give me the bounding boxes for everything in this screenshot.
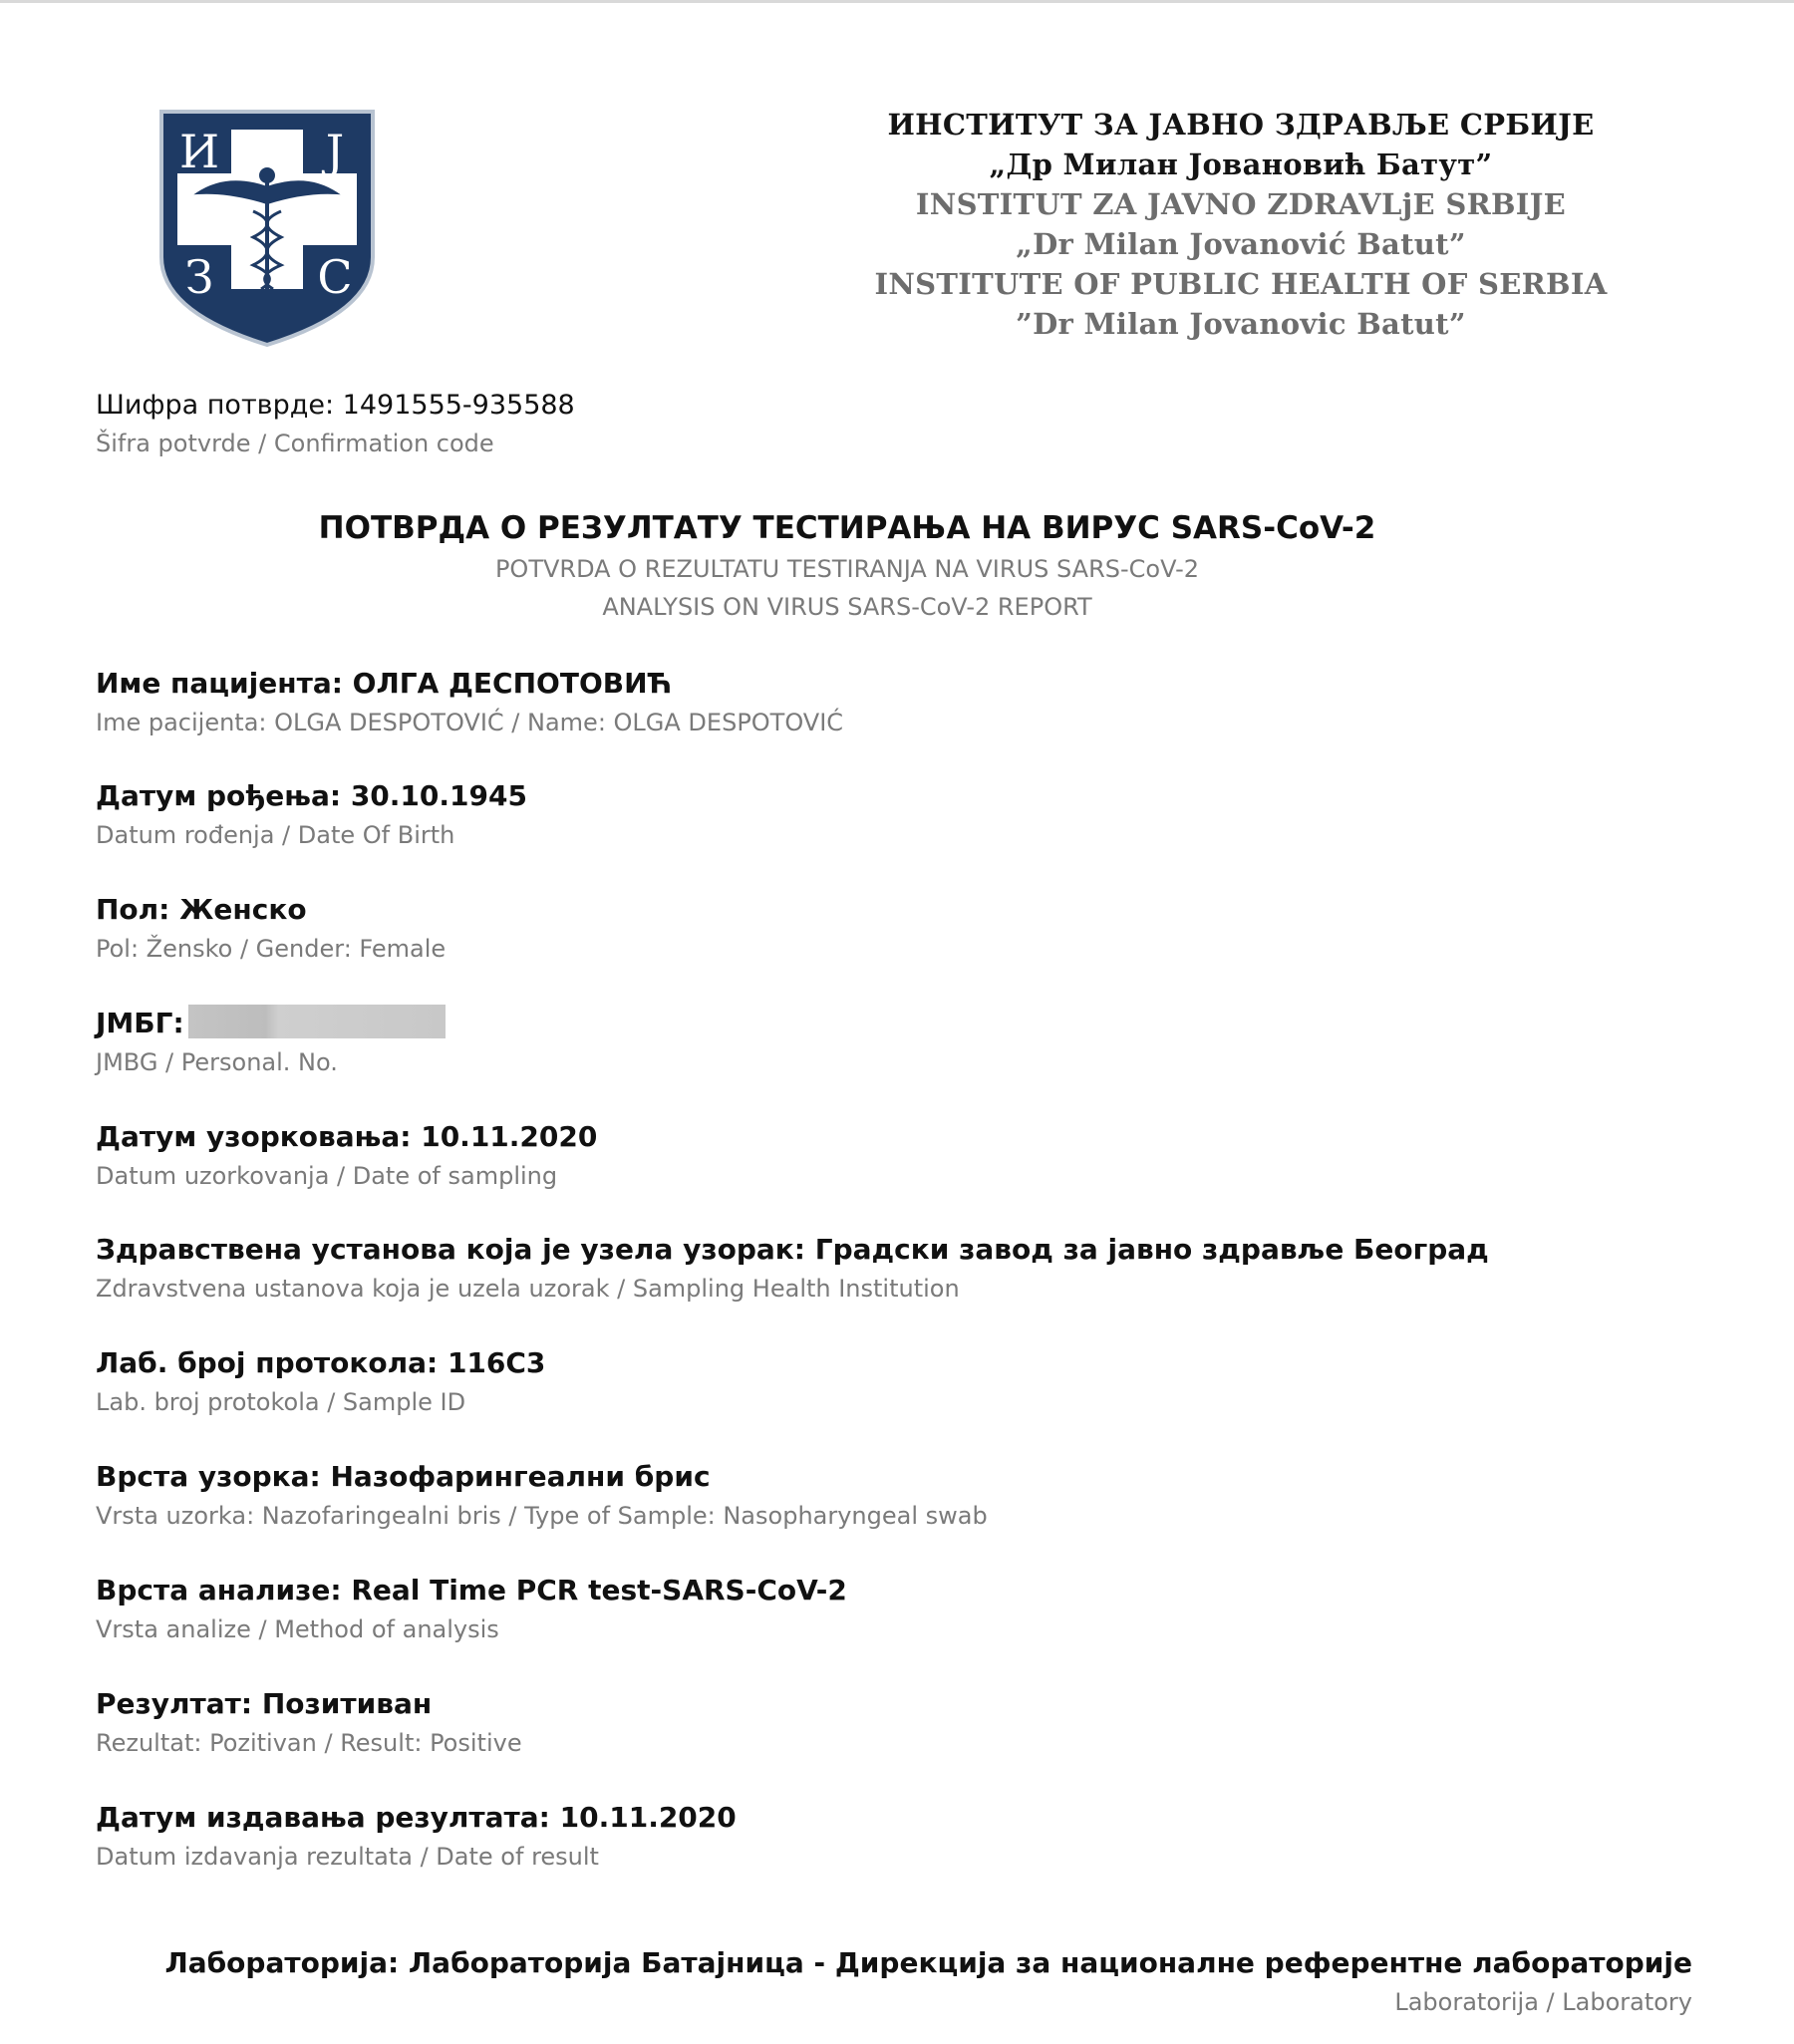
field-sampling-institution: [96, 1230, 1489, 1308]
institute-name-latin: INSTITUT ZA JAVNO ZDRAVLjE SRBIJE: [915, 187, 1567, 221]
field-main: Лаб. број протокола: 116С3: [96, 1346, 546, 1379]
field-main: Датум рођења: 30.10.1945: [96, 779, 527, 812]
institute-subname-english: ”Dr Milan Jovanovic Batut”: [1016, 307, 1466, 341]
field-caption: Vrsta analize / Method of analysis: [96, 1615, 499, 1643]
laboratory-name: Лабораторија: Лабораторија Батајница - Дирекција за националне референтне лабораторије: [164, 1946, 1692, 1979]
logo-letter-4: С: [317, 250, 353, 304]
field-patient-name: [96, 664, 843, 741]
jmbg-label: ЈМБГ:: [96, 1007, 184, 1039]
field-date-of-birth: [96, 776, 527, 854]
field-gender: [96, 890, 446, 968]
confirmation-code: [96, 387, 575, 462]
field-sampling-date: [96, 1117, 597, 1195]
institute-logo: [157, 108, 377, 349]
field-caption: Ime pacijenta: OLGA DESPOTOVIĆ / Name: OLGA DESPOTOVIĆ: [96, 709, 844, 736]
confirmation-code-value: Шифра потврде: 1491555-935588: [96, 390, 575, 421]
field-main: [96, 1004, 446, 1043]
laboratory-info: [164, 1943, 1692, 2021]
field-caption: Lab. broj protokola / Sample ID: [96, 1388, 466, 1416]
field-caption: Datum rođenja / Date Of Birth: [96, 821, 455, 849]
field-main: Врста узорка: Назофарингеални брис: [96, 1460, 711, 1493]
field-result-date: [96, 1798, 737, 1876]
institute-subname-latin: „Dr Milan Jovanović Batut”: [1016, 227, 1466, 261]
field-main: Врста анализе: Real Time PCR test-SARS-CoV-2: [96, 1574, 847, 1606]
field-caption: Zdravstvena ustanova koja je uzela uzorak / Sampling Health Institution: [96, 1275, 960, 1303]
field-caption: Datum uzorkovanja / Date of sampling: [96, 1162, 558, 1190]
title-cyrillic: ПОТВРДА О РЕЗУЛТАТУ ТЕСТИРАЊА НА ВИРУС SARS-CoV-2: [318, 510, 1376, 546]
field-caption: Vrsta uzorka: Nazofaringealni bris / Type of Sample: Nasopharyngeal swab: [96, 1502, 988, 1530]
confirmation-code-caption: Šifra potvrde / Confirmation code: [96, 430, 494, 457]
institute-header: [857, 105, 1625, 344]
redacted-value: [188, 1005, 446, 1038]
field-main: Име пацијента: ОЛГА ДЕСПОТОВИЋ: [96, 667, 673, 700]
field-caption: Pol: Žensko / Gender: Female: [96, 935, 447, 963]
field-main: Пол: Женско: [96, 893, 307, 926]
logo-letter-3: З: [184, 250, 214, 304]
field-sample-type: [96, 1457, 988, 1535]
field-protocol-number: [96, 1343, 545, 1421]
laboratory-caption: Laboratorija / Laboratory: [1394, 1988, 1692, 2016]
field-result: [96, 1684, 522, 1762]
document-title: [0, 506, 1794, 626]
field-caption: Rezultat: Pozitivan / Result: Positive: [96, 1729, 522, 1757]
field-analysis-type: [96, 1571, 847, 1648]
field-caption: JMBG / Personal. No.: [96, 1048, 338, 1076]
field-main: Датум издавања резултата: 10.11.2020: [96, 1801, 737, 1834]
title-latin: POTVRDA O REZULTATU TESTIRANJA NA VIRUS SARS-CoV-2: [494, 555, 1200, 583]
field-caption: Datum izdavanja rezultata / Date of result: [96, 1843, 599, 1871]
field-jmbg: [96, 1004, 446, 1081]
field-main: Датум узорковања: 10.11.2020: [96, 1120, 598, 1153]
top-border: [0, 0, 1794, 3]
institute-name-cyrillic: ИНСТИТУТ ЗА ЈАВНО ЗДРАВЉЕ СРБИЈЕ: [887, 108, 1595, 142]
field-main: Здравствена установа која је узела узорак: Градски завод за јавно здравље Београд: [96, 1233, 1489, 1266]
field-main: Резултат: Позитиван: [96, 1687, 433, 1720]
institute-name-english: INSTITUTE OF PUBLIC HEALTH OF SERBIA: [874, 267, 1608, 301]
institute-subname-cyrillic: „Др Милан Јовановић Батут”: [989, 147, 1493, 181]
logo-letter-1: И: [178, 125, 220, 178]
title-english: ANALYSIS ON VIRUS SARS-CoV-2 REPORT: [602, 593, 1092, 621]
logo-letter-2: Ј: [325, 125, 345, 178]
